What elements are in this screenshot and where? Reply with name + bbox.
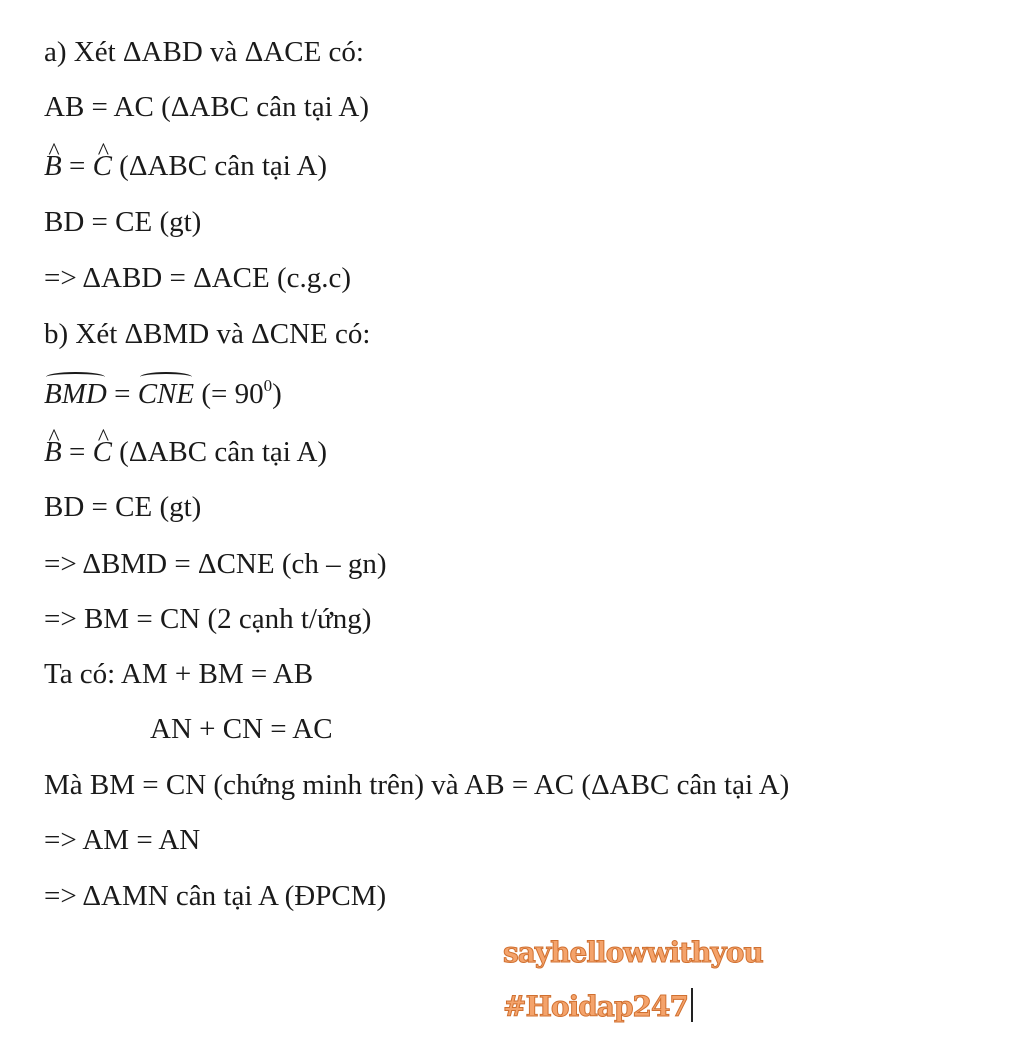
line-bm-equals-cn: => BM = CN (2 cạnh t/ứng) (44, 603, 372, 635)
line-conclusion-abd-ace: => ΔABD = ΔACE (c.g.c) (44, 262, 352, 294)
equals-sign: = (61, 436, 93, 468)
watermark-username: sayhellowwithyou (503, 936, 763, 969)
line-an-plus-cn: AN + CN = AC (150, 713, 333, 745)
line-ta-co: Ta có: AM + BM = AB (44, 658, 314, 690)
line-angle-b-equals-c (44, 148, 327, 184)
angle-c-hat: ^ C (93, 148, 112, 184)
line-conclusion-bmd-cne: => ΔBMD = ΔCNE (ch – gn) (44, 548, 387, 580)
line-part-b-intro: b) Xét ΔBMD và ΔCNE có: (44, 318, 371, 350)
reason-text: (ΔABC cân tại A) (111, 150, 328, 182)
angle-b-hat: ^ B (44, 148, 62, 184)
reason-text: (ΔABC cân tại A) (111, 436, 328, 468)
angle-cne-arc: CNE (137, 378, 195, 410)
angle-b-hat: ^ B (44, 434, 62, 470)
line-ma-bm-cn: Mà BM = CN (chứng minh trên) và AB = AC (ΔABC cân tại A) (44, 769, 790, 801)
line-part-a-intro: a) Xét ΔABD và ΔACE có: (44, 36, 364, 68)
equals-sign: = (61, 150, 93, 182)
line-bd-equals-ce: BD = CE (gt) (44, 206, 202, 238)
text-cursor (691, 988, 693, 1022)
closing-paren: ) (272, 378, 282, 410)
line-ab-equals-ac: AB = AC (ΔABC cân tại A) (44, 91, 369, 123)
line-angle-bmd-equals-cne (44, 376, 282, 412)
degree-superscript: 0 (263, 376, 273, 395)
line-angle-b-equals-c-2 (44, 434, 327, 470)
line-am-equals-an: => AM = AN (44, 824, 201, 856)
angle-bmd-arc: BMD (44, 378, 107, 410)
reason-text: (= 90 (194, 378, 264, 410)
watermark-hashtag-text: #Hoidap247 (503, 990, 688, 1023)
line-final-conclusion: => ΔAMN cân tại A (ĐPCM) (44, 880, 387, 912)
watermark-hashtag (503, 988, 693, 1023)
angle-c-hat: ^ C (93, 434, 112, 470)
equals-sign: = (106, 378, 138, 410)
line-bd-equals-ce-2: BD = CE (gt) (44, 491, 202, 523)
